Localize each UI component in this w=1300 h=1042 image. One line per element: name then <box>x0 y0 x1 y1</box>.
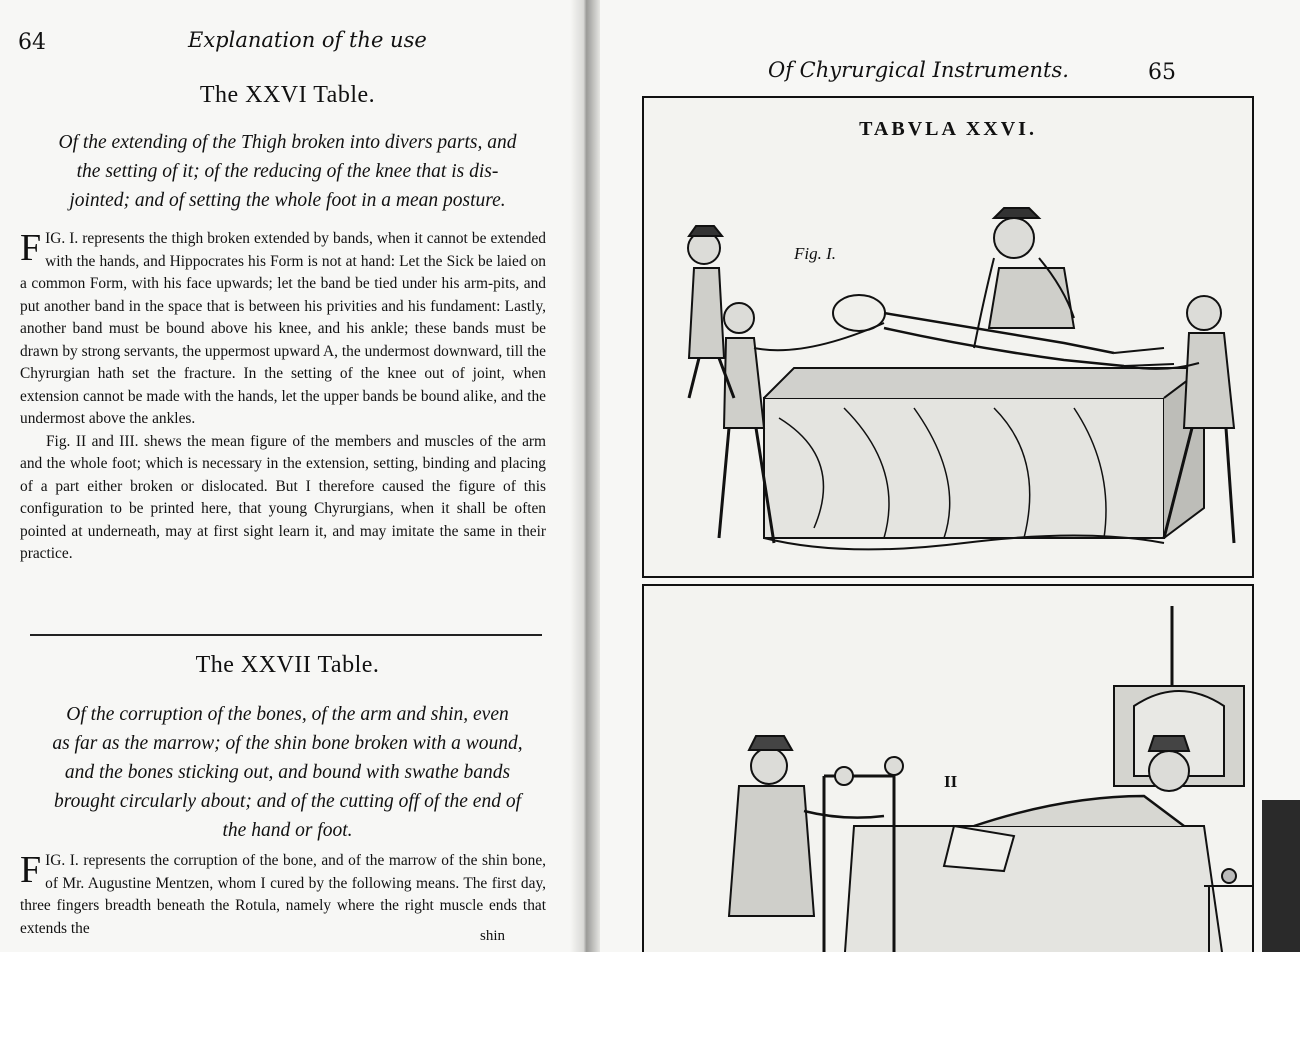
paragraph-text: IG. I. represents the thigh broken extended by bands, when it cannot be extended with the hands, and Hippocrates his Form is not at hand: Let the Sick be laied on a common Form, with his face upwards; let the band be tied under his arm-pits, and put another band in the space that is between his privities and his fundament: Lastly, another band must be bound above his knee, and his ankle; these bands must be drawn by strong servants, the uppermost upward A, the undermost downward, till the Chyrurgian hath set the fracture. In the setting of the knee out of joint, when extension cannot be made with the hands, let the upper bands be bound alike, and the undermost above the ankles. <box>20 230 546 427</box>
paragraph <box>20 228 546 431</box>
left-page <box>0 0 575 952</box>
drop-cap: F <box>20 849 42 891</box>
left-running-head: Explanation of the use <box>188 28 427 52</box>
engraving-plate-fig-1 <box>642 96 1254 578</box>
paragraph-text: IG. I. represents the corruption of the bone, and of the marrow of the shin bone, of Mr. Augustine Mentzen, whom I cured by the following means. The first day, three fingers breadth beneath the Rotula, namely where the right muscle ends that extends the <box>20 852 546 937</box>
table-xxvi-body <box>20 228 546 566</box>
table-xxvii-body <box>20 850 546 940</box>
paragraph <box>20 850 546 940</box>
engraving-plate-fig-2 <box>642 584 1254 952</box>
fig-2-label: II <box>944 772 958 791</box>
right-page <box>600 0 1300 952</box>
subhead-line: brought circularly about; and of the cutting off of the end of <box>53 791 522 812</box>
left-page-number: 64 <box>18 30 46 55</box>
fig-1-label: Fig. I. <box>794 244 837 263</box>
section-divider <box>30 634 542 636</box>
right-page-number: 65 <box>1148 60 1176 85</box>
table-xxvi-subhead <box>20 128 555 215</box>
table-xxvi-title: The XXVI Table. <box>199 82 376 108</box>
subhead-line: Of the extending of the Thigh broken into divers parts, and <box>58 132 517 153</box>
fig-1-illustration <box>644 98 1252 576</box>
fig-2-illustration <box>644 586 1252 952</box>
subhead-line: the setting of it; of the reducing of the knee that is dis- <box>76 161 499 182</box>
table-xxvii-title: The XXVII Table. <box>195 652 380 678</box>
subhead-line: as far as the marrow; of the shin bone broken with a wound, <box>52 733 523 754</box>
drop-cap: F <box>20 227 42 269</box>
page-edge-shadow <box>1262 800 1300 952</box>
subhead-line: and the bones sticking out, and bound with swathe bands <box>64 762 511 783</box>
subhead-line: Of the corruption of the bones, of the arm and shin, even <box>66 704 509 725</box>
catchword: shin <box>480 928 506 944</box>
paragraph: Fig. II and III. shews the mean figure of the members and muscles of the arm and the whole foot; which is necessary in the extension, setting, binding and placing of a part either broken or dislocated. But I therefore caused the figure of this configuration to be printed here, that young Chyrurgians, when it shall be often pointed at underneath, may at first sight learn it, and may imitate the same in their practice. <box>20 432 546 562</box>
subhead-line: the hand or foot. <box>222 820 353 841</box>
table-xxvii-subhead <box>20 700 555 845</box>
plate-title: TABVLA XXVI. <box>859 118 1037 140</box>
right-running-head: Of Chyrurgical Instruments. <box>768 58 1069 82</box>
subhead-line: jointed; and of setting the whole foot in a mean posture. <box>69 190 506 211</box>
